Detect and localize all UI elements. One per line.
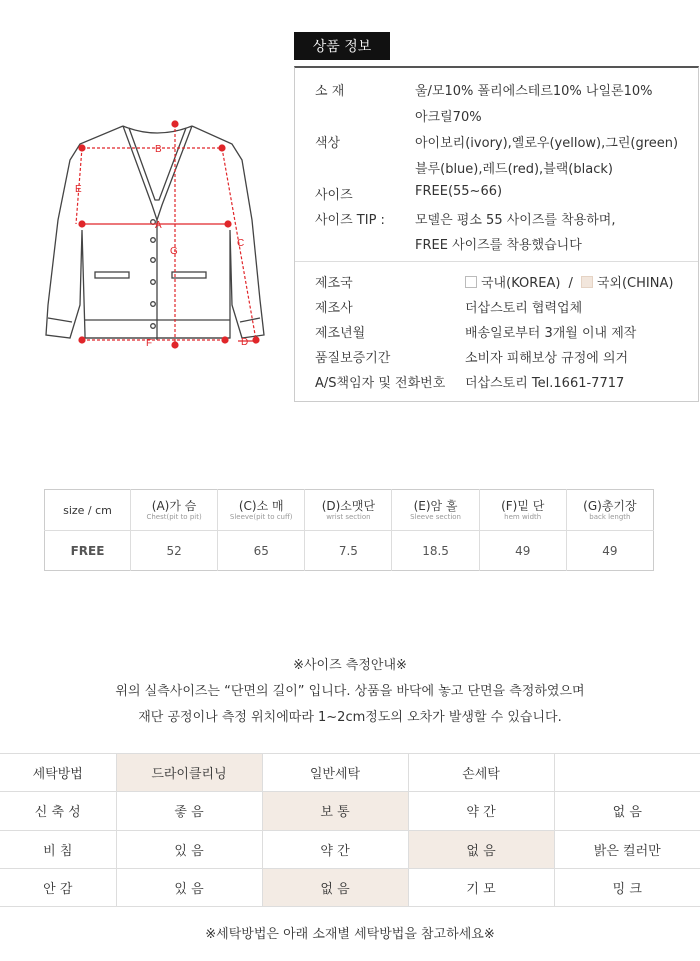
size-col-sleeve: (C)소 매 Sleeve(pit to cuff) [218, 490, 305, 531]
care-cell: 있 음 [116, 868, 262, 906]
notice-line-2: 재단 공정이나 측정 위치에따라 1~2cm정도의 오차가 발생할 수 있습니다. [138, 710, 562, 725]
care-cell [554, 754, 700, 792]
care-label-sheer: 비 침 [0, 830, 116, 868]
size-tip-value-2: FREE 사이즈를 착용했습니다 [415, 238, 582, 253]
care-row-lining [0, 868, 700, 906]
size-value-hem: 49 [479, 531, 566, 571]
country-label: 제조국 [315, 276, 353, 291]
notice-title: ※사이즈 측정안내※ [293, 658, 407, 673]
size-value: FREE(55~66) [415, 184, 503, 199]
color-value-2: 블루(blue),레드(red),블랙(black) [415, 162, 613, 177]
size-row-label: FREE [70, 543, 105, 558]
china-text: 국외(CHINA) [596, 276, 674, 291]
color-label: 색상 [315, 136, 341, 151]
care-cell: 약 간 [408, 792, 554, 830]
care-cell: 손세탁 [408, 754, 554, 792]
care-row-sheer [0, 830, 700, 868]
as-value: 더삽스토리 Tel.1661-7717 [465, 376, 625, 391]
product-info-box [294, 66, 699, 402]
care-row-stretch [0, 792, 700, 830]
korea-checkbox [465, 276, 477, 288]
label-f: F [146, 338, 153, 349]
size-tip-label: 사이즈 TIP : [315, 213, 385, 228]
size-value-length: 49 [566, 531, 653, 571]
material-label: 소 재 [315, 84, 345, 99]
size-col-chest: (A)가 슴 Chest(pit to pit) [131, 490, 218, 531]
care-table [0, 753, 700, 907]
china-checkbox [581, 276, 593, 288]
size-label: 사이즈 [315, 188, 353, 203]
color-value: 아이보리(ivory),옐로우(yellow),그린(green) [415, 136, 679, 151]
korea-text: 국내(KOREA) [481, 276, 561, 291]
size-value-sleeve: 65 [218, 531, 305, 571]
size-col-wrist: (D)소맷단 wrist section [305, 490, 392, 531]
info-divider [295, 261, 698, 262]
care-cell: 드라이클리닝 [116, 754, 262, 792]
care-footer-note: ※세탁방법은 아래 소재별 세탁방법을 참고하세요※ [205, 927, 495, 942]
as-label: A/S책임자 및 전화번호 [315, 376, 446, 391]
date-label: 제조년월 [315, 326, 366, 341]
size-table-row [45, 531, 654, 571]
size-value-chest: 52 [131, 531, 218, 571]
label-a: A [155, 220, 162, 231]
size-col-armhole: (E)암 홀 Sleeve section [392, 490, 479, 531]
care-label-stretch: 신 축 성 [0, 792, 116, 830]
product-info-title: 상품 정보 [294, 32, 390, 60]
care-cell: 없 음 [262, 868, 408, 906]
care-cell: 기 모 [408, 868, 554, 906]
cardigan-size-diagram [30, 100, 280, 370]
label-c: C [237, 238, 245, 249]
size-table [44, 489, 654, 571]
care-cell: 보 통 [262, 792, 408, 830]
size-value-wrist: 7.5 [305, 531, 392, 571]
care-label-lining: 안 감 [0, 868, 116, 906]
warranty-label: 품질보증기간 [315, 351, 391, 366]
material-value-2: 아크릴70% [415, 110, 482, 125]
label-e: E [75, 184, 82, 195]
care-cell: 있 음 [116, 830, 262, 868]
care-cell: 없 음 [408, 830, 554, 868]
care-cell: 밝은 컬러만 [554, 830, 700, 868]
label-d: D [241, 337, 249, 348]
size-col-hem: (F)밑 단 hem width [479, 490, 566, 531]
care-label-wash: 세탁방법 [0, 754, 116, 792]
care-cell: 일반세탁 [262, 754, 408, 792]
maker-label: 제조사 [315, 301, 353, 316]
size-table-header [45, 490, 654, 531]
label-g: G [170, 246, 178, 257]
care-cell: 없 음 [554, 792, 700, 830]
size-col-length: (G)총기장 back length [566, 490, 653, 531]
care-row-wash [0, 754, 700, 792]
label-b: B [155, 144, 162, 155]
size-tip-value: 모델은 평소 55 사이즈를 착용하며, [415, 213, 616, 228]
care-cell: 밍 크 [554, 868, 700, 906]
notice-line-1: 위의 실측사이즈는 “단면의 길이” 입니다. 상품을 바닥에 놓고 단면을 측정하였으며 [115, 684, 585, 699]
material-value: 울/모10% 폴리에스테르10% 나일론10% [415, 84, 653, 99]
care-cell: 좋 음 [116, 792, 262, 830]
date-value: 배송일로부터 3개월 이내 제작 [465, 326, 637, 341]
country-value [465, 272, 673, 291]
maker-value: 더삽스토리 협력업체 [465, 301, 583, 316]
size-header-first: size / cm [45, 490, 131, 531]
care-cell: 약 간 [262, 830, 408, 868]
size-value-armhole: 18.5 [392, 531, 479, 571]
country-slash: / [568, 276, 573, 291]
warranty-value: 소비자 피해보상 규정에 의거 [465, 351, 629, 366]
